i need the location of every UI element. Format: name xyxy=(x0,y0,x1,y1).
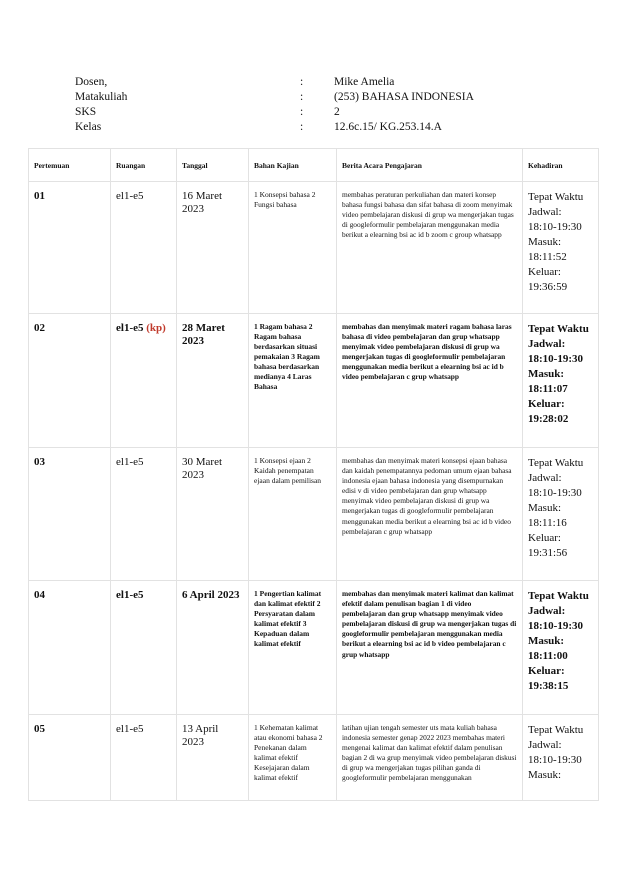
sks-label: SKS xyxy=(75,106,97,118)
info-row-matakuliah xyxy=(75,90,535,105)
matakuliah-label: Matakuliah xyxy=(75,91,128,103)
meeting-number: 03 xyxy=(29,448,111,581)
table-row xyxy=(29,448,599,581)
header-ruangan: Ruangan xyxy=(111,149,177,182)
matakuliah-colon: : xyxy=(300,91,304,103)
attendance-cell: Tepat Waktu Jadwal: 18:10-19:30 Masuk: 18:11:00 Keluar: 19:38:15 xyxy=(523,581,599,715)
date-cell: 16 Maret 2023 xyxy=(177,182,249,314)
dosen-label: Dosen, xyxy=(75,76,108,88)
topic-cell: 1 Ragam bahasa 2 Ragam bahasa berdasarkan situasi pemakaian 3 Ragam bahasa berdasarkan medianya 4 Laras Bahasa xyxy=(249,314,337,448)
room-cell xyxy=(111,314,177,448)
topic-cell: 1 Konsepsi bahasa 2 Fungsi bahasa xyxy=(249,182,337,314)
header-pertemuan: Pertemuan xyxy=(29,149,111,182)
attendance-cell: Tepat Waktu Jadwal: 18:10-19:30 Masuk: 18:11:16 Keluar: 19:31:56 xyxy=(523,448,599,581)
meeting-number: 02 xyxy=(29,314,111,448)
description-cell: membahas dan menyimak materi ragam bahasa laras bahasa di video pembelajaran dan grup whatsapp menyimak video pembelajaran diskusi di grup wa mengerjakan tugas di googleformulir pembelajaran menggunakan media berikut a elearning bsi ac id b video pembelajaran c grup whatsapp xyxy=(337,314,523,448)
sks-value: 2 xyxy=(334,106,340,118)
room-code: el1-e5 xyxy=(116,322,144,334)
topic-cell: 1 Pengertian kalimat dan kalimat efektif 2 Persyaratan dalam kalimat efektif 3 Kepaduan dalam kalimat efektif xyxy=(249,581,337,715)
date-cell: 30 Maret 2023 xyxy=(177,448,249,581)
header-bahan-kajian: Bahan Kajian xyxy=(249,149,337,182)
date-cell: 6 April 2023 xyxy=(177,581,249,715)
info-row-kelas xyxy=(75,120,535,135)
table-row xyxy=(29,314,599,448)
kelas-colon: : xyxy=(300,121,304,133)
info-row-sks xyxy=(75,105,535,120)
room-cell xyxy=(111,448,177,581)
topic-cell: 1 Konsepsi ejaan 2 Kaidah penempatan ejaan dalam pemilisan xyxy=(249,448,337,581)
room-cell xyxy=(111,581,177,715)
attendance-cell: Tepat Waktu Jadwal: 18:10-19:30 Masuk: 18:11:52 Keluar: 19:36:59 xyxy=(523,182,599,314)
room-cell xyxy=(111,715,177,801)
date-cell: 13 April 2023 xyxy=(177,715,249,801)
description-cell: membahas dan menyimak materi konsepsi ejaan bahasa dan kaidah penempatannya pedoman umum ejaan bahasa indonesia ejaan bahasa indonesia yang disempurnakan edisi v di video pembelajaran dan grup whatsapp menyimak video pembelajaran diskusi di grup wa mengerjakan tugas di googleformulir pembelajaran menggunakan media berikut a elearning bsi ac id b video pembelajaran c grup whatsapp xyxy=(337,448,523,581)
meeting-number: 04 xyxy=(29,581,111,715)
room-code: el1-e5 xyxy=(116,723,144,735)
table-header-row xyxy=(29,149,599,182)
description-cell: membahas dan menyimak materi kalimat dan kalimat efektif dalam penulisan bagian 1 di video pembelajaran dan grup whatsapp menyimak video pembelajaran diskusi di grup wa mengerjakan tugas di googleformulir pembelajaran menggunakan media berikut a elearning bsi ac id b video pembelajaran c grup whatsapp xyxy=(337,581,523,715)
meeting-number: 01 xyxy=(29,182,111,314)
room-cell xyxy=(111,182,177,314)
table-row xyxy=(29,182,599,314)
description-cell: latihan ujian tengah semester uts mata kuliah bahasa indonesia semester genap 2022 2023 membahas materi mengenai kalimat dan kalimat efektif dalam penulisan bagian 2 di wa grup menyimak video pembelajaran diskusi di grup wa mengerjakan tugas pilihan ganda di googleformulir pembelajaran menggunakan xyxy=(337,715,523,801)
room-code: el1-e5 xyxy=(116,589,144,601)
dosen-value: Mike Amelia xyxy=(334,76,395,88)
table-row xyxy=(29,581,599,715)
header-tanggal: Tanggal xyxy=(177,149,249,182)
kelas-label: Kelas xyxy=(75,121,102,133)
room-code: el1-e5 xyxy=(116,190,144,202)
sks-colon: : xyxy=(300,106,304,118)
course-info xyxy=(75,75,535,135)
dosen-colon: : xyxy=(300,76,304,88)
room-code: el1-e5 xyxy=(116,456,144,468)
attendance-cell: Tepat Waktu Jadwal: 18:10-19:30 Masuk: 18:11:07 Keluar: 19:28:02 xyxy=(523,314,599,448)
meeting-number: 05 xyxy=(29,715,111,801)
table-row xyxy=(29,715,599,801)
topic-cell: 1 Kehematan kalimat atau ekonomi bahasa 2 Penekanan dalam kalimat efektif Kesejajaran dalam kalimat efektif xyxy=(249,715,337,801)
header-berita-acara: Berita Acara Pengajaran xyxy=(337,149,523,182)
header-kehadiran: Kehadiran xyxy=(523,149,599,182)
date-cell: 28 Maret 2023 xyxy=(177,314,249,448)
matakuliah-value: (253) BAHASA INDONESIA xyxy=(334,91,474,103)
description-cell: membahas peraturan perkuliahan dan materi konsep bahasa fungsi bahasa dan sifat bahasa di zoom menyimak video pembelajaran diskusi di grup wa mengerjakan tugas di googleformulir pembelajaran menggunakan media berikut a elearning bsi ac id b zoom c group whatsapp xyxy=(337,182,523,314)
info-row-dosen xyxy=(75,75,535,90)
attendance-table xyxy=(28,148,599,801)
kelas-value: 12.6c.15/ KG.253.14.A xyxy=(334,121,442,133)
attendance-cell: Tepat Waktu Jadwal: 18:10-19:30 Masuk: xyxy=(523,715,599,801)
kp-marker: (kp) xyxy=(146,322,166,334)
